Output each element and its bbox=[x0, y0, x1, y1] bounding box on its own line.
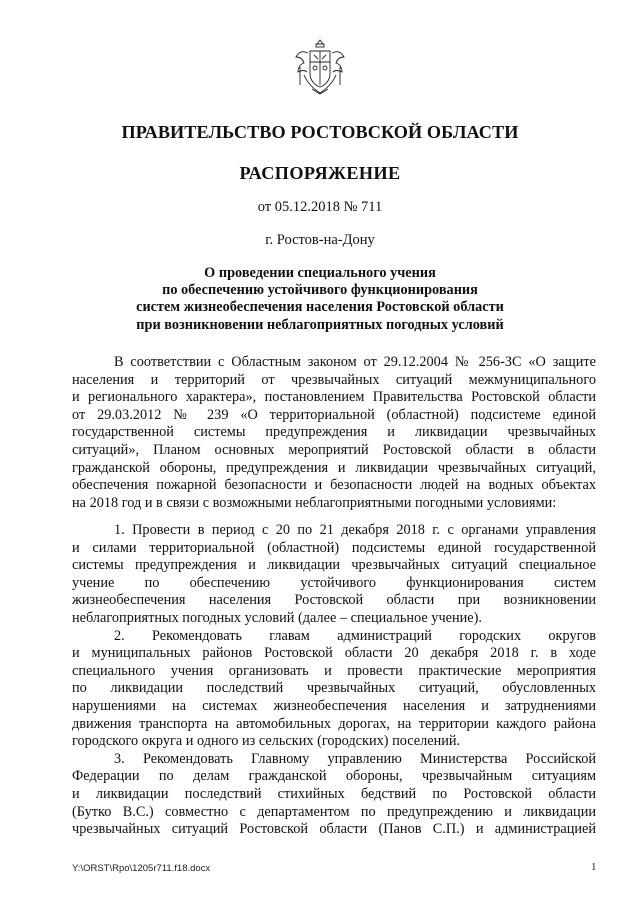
item-3-line: (Бутко В.С.) совместно с департаментом по предупреждению и ликвидации bbox=[72, 803, 596, 820]
item-1-line: и силами территориальной (областной) подсистемы единой государственной bbox=[72, 539, 596, 556]
document-title bbox=[70, 265, 570, 334]
item-2-line: нарушениями на системах жизнеобеспечения населения и затруднениями bbox=[72, 697, 596, 714]
item-2-line: и муниципальных районов Ростовской области 20 декабря 2018 г. в ходе bbox=[72, 645, 596, 662]
text-line: на 2018 год и в связи с возможными неблагоприятными погодными условиями: bbox=[72, 494, 557, 511]
item-2-line: по ликвидации последствий чрезвычайных ситуаций, обусловленных bbox=[72, 680, 596, 697]
item-3-line: 3. Рекомендовать Главному управлению Министерства Российской bbox=[114, 750, 596, 767]
title-line: по обеспечению устойчивого функционирования bbox=[162, 282, 478, 299]
footer-file-path: Y:\ORST\Rpo\1205r711.f18.docx bbox=[72, 863, 211, 874]
organization-name: ПРАВИТЕЛЬСТВО РОСТОВСКОЙ ОБЛАСТИ bbox=[121, 122, 519, 142]
text-line: гражданской обороны, предупреждения и ликвидации чрезвычайных ситуаций, bbox=[72, 459, 596, 476]
title-line: систем жизнеобеспечения населения Ростовской области bbox=[136, 299, 504, 316]
coat-of-arms-icon bbox=[294, 37, 346, 97]
title-line: О проведении специального учения bbox=[204, 265, 436, 281]
item-1-line: жизнеобеспечения населения Ростовской области при возникновении bbox=[72, 592, 596, 609]
item-2-line: городского округа и одного из сельских (городских) поселений. bbox=[72, 733, 461, 750]
text-line: ситуаций», Планом основных мероприятий Ростовской области в области bbox=[72, 441, 596, 458]
item-2-line: специального учения организовать и провести практические мероприятия bbox=[72, 662, 596, 679]
document-type: РАСПОРЯЖЕНИЕ bbox=[239, 163, 401, 183]
item-1-line: системы предупреждения и ликвидации чрезвычайных ситуаций специальное bbox=[72, 557, 596, 574]
item-1-line: 1. Провести в период с 20 по 21 декабря 2018 г. с органами управления bbox=[114, 522, 596, 538]
preamble-paragraph bbox=[72, 354, 596, 512]
item-2-line: 2. Рекомендовать главам администраций городских округов bbox=[114, 627, 596, 644]
item-3-line: и ликвидации последствий стихийных бедствий по Ростовской области bbox=[72, 785, 596, 802]
item-2-line: движения транспорта на автомобильных дорогах, на территории каждого района bbox=[72, 715, 596, 732]
document-city: г. Ростов-на-Дону bbox=[265, 232, 375, 248]
title-line: при возникновении неблагоприятных погодных условий bbox=[136, 316, 504, 333]
item-1-line: учение по обеспечению устойчивого функционирования систем bbox=[72, 574, 596, 591]
text-line: населения и территорий от чрезвычайных ситуаций межмуниципального bbox=[72, 371, 596, 388]
numbered-items bbox=[72, 522, 596, 839]
document-date-number: от 05.12.2018 № 711 bbox=[257, 199, 383, 215]
item-3-line: чрезвычайных ситуаций Ростовской области (Панов С.П.) и администрацией bbox=[72, 821, 596, 838]
item-1-line: неблагоприятных погодных условий (далее – специальное учение). bbox=[72, 609, 482, 626]
text-line: государственной системы предупреждения и ликвидации чрезвычайных bbox=[72, 424, 596, 441]
footer-page-number: 1 bbox=[591, 861, 597, 873]
text-line: В соответствии с Областным законом от 29.12.2004 № 256-ЗС «О защите bbox=[114, 354, 596, 370]
text-line: обеспечения пожарной безопасности и безопасности людей на водных объектах bbox=[72, 477, 596, 494]
text-line: от 29.03.2012 № 239 «О территориальной (областной) подсистеме единой bbox=[72, 406, 596, 423]
item-3-line: Федерации по делам гражданской обороны, чрезвычайным ситуациям bbox=[72, 768, 596, 785]
text-line: и регионального характера», постановлением Правительства Ростовской области bbox=[72, 389, 596, 406]
